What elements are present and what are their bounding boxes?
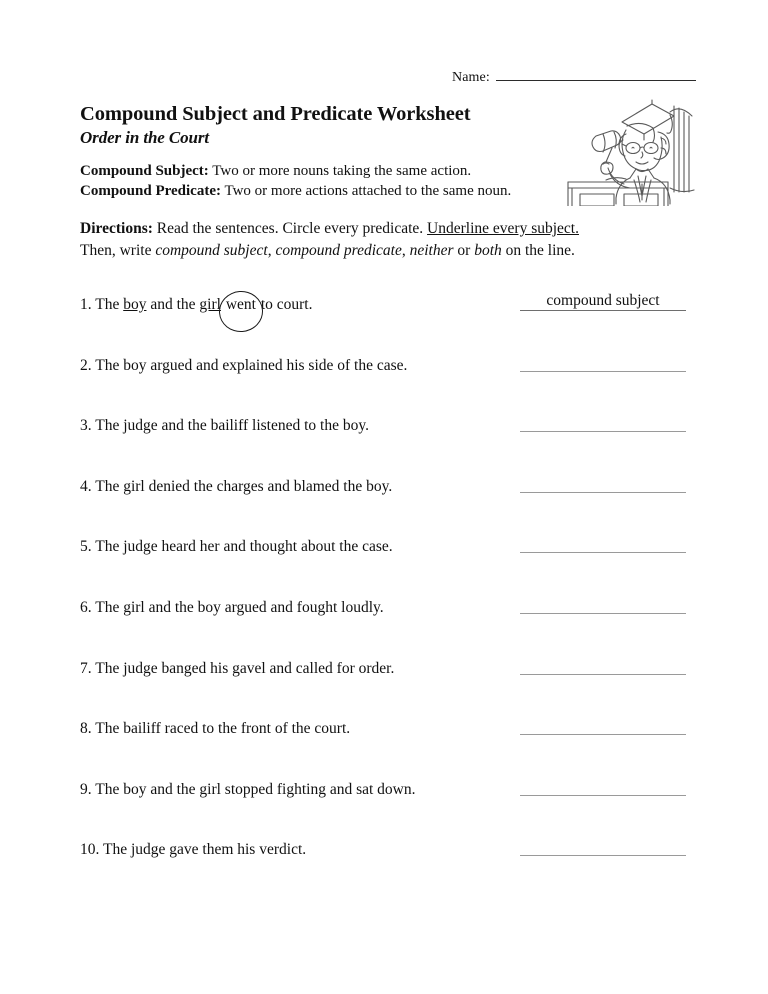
question-text: [80, 477, 392, 497]
directions-line-1: [80, 218, 680, 240]
question-row: [80, 477, 690, 538]
question-sentence: The girl and the boy argued and fought loudly.: [91, 598, 384, 616]
answer-line[interactable]: [520, 371, 686, 372]
name-label: Name:: [452, 70, 490, 85]
directions-text-2b: on the line.: [501, 242, 575, 259]
directions-option-neither: neither: [409, 242, 454, 259]
directions-label: Directions:: [80, 220, 153, 237]
directions-sep-3: or: [453, 242, 475, 259]
question-number: 4.: [80, 477, 92, 495]
question-sentence: The boy and the girl stopped fighting and sat down.: [91, 780, 416, 798]
question-number: 3.: [80, 417, 92, 435]
directions-block: [80, 218, 680, 262]
question-row: [80, 780, 690, 841]
question-number: 8.: [80, 720, 92, 738]
question-row: [80, 292, 690, 356]
answer-text: compound subject: [546, 292, 660, 309]
directions-option-both: both: [474, 242, 502, 259]
page-title: Compound Subject and Predicate Worksheet: [80, 103, 471, 125]
question-sentence: The judge and the bailiff listened to the boy.: [91, 417, 369, 435]
definition-text: Two or more actions attached to the same noun.: [220, 183, 512, 199]
question-sentence: The judge gave them his verdict.: [99, 841, 307, 859]
question-sentence: The judge banged his gavel and called for order.: [91, 659, 395, 677]
question-text: [80, 840, 306, 860]
question-number: 6.: [80, 598, 92, 616]
question-text: [80, 537, 393, 557]
directions-text-2a: Then, write: [80, 242, 156, 259]
answer-line[interactable]: [520, 734, 686, 735]
directions-underlined-text: Underline every subject.: [427, 220, 579, 237]
question-text: [80, 356, 407, 376]
question-text-pre: The: [91, 296, 124, 313]
directions-option-compound-subject: compound subject: [155, 242, 268, 259]
answer-line[interactable]: [520, 431, 686, 432]
question-text: [80, 598, 384, 618]
underlined-subject-2: girl: [199, 296, 221, 313]
directions-text-1: Read the sentences. Circle every predicate.: [152, 220, 428, 237]
question-text-post: to court.: [256, 296, 313, 313]
question-row: [80, 416, 690, 477]
question-text: [80, 659, 394, 679]
question-row: [80, 537, 690, 598]
underlined-subject-1: boy: [123, 296, 147, 313]
question-row: [80, 659, 690, 720]
definition-term: Compound Subject:: [80, 163, 209, 179]
question-sentence: The bailiff raced to the front of the court.: [91, 720, 351, 738]
directions-sep-1: ,: [267, 242, 276, 259]
answer-line[interactable]: [520, 552, 686, 553]
question-number: 9.: [80, 780, 92, 798]
answer-line[interactable]: [520, 855, 686, 856]
question-text: [80, 416, 369, 436]
question-sentence: The girl denied the charges and blamed the boy.: [91, 477, 393, 495]
question-number: 2.: [80, 356, 92, 374]
directions-sep-2: ,: [401, 242, 410, 259]
question-row: [80, 356, 690, 417]
question-number: 10.: [80, 841, 100, 859]
answer-line[interactable]: [520, 492, 686, 493]
circled-predicate: went: [225, 296, 256, 313]
question-number: 1.: [80, 296, 92, 313]
definition-compound-subject: [80, 161, 511, 181]
question-text-mid: and the: [146, 296, 200, 313]
question-row: [80, 840, 690, 901]
page-subtitle: Order in the Court: [80, 128, 210, 147]
questions-list: [80, 292, 690, 901]
name-input-blank[interactable]: [496, 66, 696, 81]
question-row: [80, 719, 690, 780]
answer-line[interactable]: [520, 674, 686, 675]
directions-line-2: [80, 240, 680, 262]
question-sentence: The judge heard her and thought about the case.: [91, 538, 393, 556]
answer-line[interactable]: [520, 310, 686, 311]
question-number: 7.: [80, 659, 92, 677]
directions-option-compound-predicate: compound predicate: [275, 242, 402, 259]
answer-line[interactable]: [520, 613, 686, 614]
question-row: [80, 598, 690, 659]
question-number: 5.: [80, 538, 92, 556]
judge-with-gavel-icon: [566, 96, 698, 206]
definition-text: Two or more nouns taking the same action.: [208, 163, 472, 179]
definitions-block: [80, 161, 511, 201]
question-sentence: The boy argued and explained his side of the case.: [91, 356, 408, 374]
name-field-row: [452, 66, 696, 86]
question-text: [80, 295, 312, 315]
answer-line[interactable]: [520, 795, 686, 796]
question-text: [80, 780, 416, 800]
question-text: [80, 719, 350, 739]
definition-term: Compound Predicate:: [80, 183, 221, 199]
definition-compound-predicate: [80, 181, 511, 201]
